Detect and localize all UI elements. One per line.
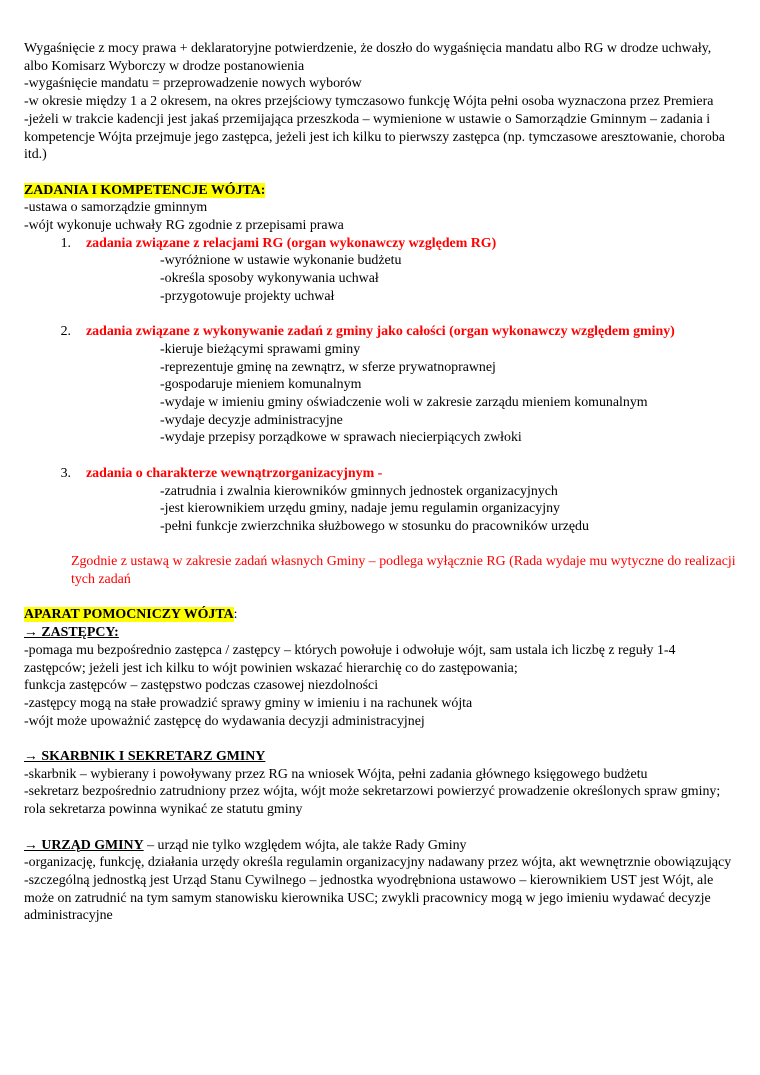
deputies-title: → ZASTĘPCY:	[24, 625, 119, 641]
deputies-line: -pomaga mu bezpośrednio zastępca / zastępcy – których powołuje i odwołuje wójt, sam ustala ich liczbę z reguły 1-4 zastępców; jeżeli jest ich kilku to wójt powinien wskazać hierarchię co do zastępowania;	[24, 642, 676, 676]
apparatus-heading-suffix: :	[233, 607, 238, 623]
spacer	[24, 306, 736, 324]
tasks-line: -ustawa o samorządzie gminnym	[24, 200, 208, 216]
task-item-2	[24, 323, 736, 341]
treasurer-title-line	[24, 748, 736, 766]
office-title-line	[24, 837, 736, 855]
intro-paragraph: Wygaśnięcie z mocy prawa + deklaratoryjne potwierdzenie, że doszło do wygaśnięcia mandatu albo RG w drodze uchwały, albo Komisarz Wyborczy w drodze postanowienia	[24, 41, 712, 74]
tasks-note: Zgodnie z ustawą w zakresie zadań własnych Gminy – podlega wyłącznie RG (Rada wydaje mu wytyczne do realizacji tych zadań	[71, 554, 736, 588]
treasurer-title: → SKARBNIK I SEKRETARZ GMINY	[24, 749, 266, 765]
task-item-number: 1.	[60, 235, 71, 251]
tasks-heading-line	[24, 182, 736, 200]
task-point: -wydaje decyzje administracyjne	[160, 412, 343, 428]
spacer	[24, 589, 736, 607]
spacer	[24, 164, 736, 182]
deputies-title-line	[24, 624, 736, 642]
deputies-line: funkcja zastępców – zastępstwo podczas czasowej niezdolności	[24, 678, 379, 694]
task-point: -wyróżnione w ustawie wykonanie budżetu	[160, 253, 402, 269]
office-title-suffix: – urząd nie tylko względem wójta, ale także Rady Gminy	[143, 837, 467, 853]
apparatus-heading-line	[24, 606, 736, 624]
task-point: -przygotowuje projekty uchwał	[160, 288, 335, 304]
task-item-title: zadania o charakterze wewnątrzorganizacyjnym	[86, 465, 375, 481]
spacer	[24, 819, 736, 837]
office-line: -organizację, funkcję, działania urzędy określa regulamin organizacyjny nadawany przez wójta, akt wewnętrznie obowiązujący	[24, 855, 732, 871]
office-title: → URZĄD GMINY	[24, 837, 144, 853]
task-item-3	[24, 465, 736, 483]
spacer	[24, 730, 736, 748]
task-item-number: 2.	[60, 324, 71, 340]
treasurer-line: -skarbnik – wybierany i powoływany przez RG na wniosek Wójta, pełni zadania głównego księgowego budżetu	[24, 766, 648, 782]
task-point: -jest kierownikiem urzędu gminy, nadaje jemu regulamin organizacyjny	[160, 501, 560, 517]
task-point: -gospodaruje mieniem komunalnym	[160, 377, 362, 393]
tasks-heading: ZADANIA I KOMPETENCJE WÓJTA:	[24, 182, 266, 198]
task-point: -wydaje przepisy porządkowe w sprawach niecierpiących zwłoki	[160, 430, 522, 446]
treasurer-line: -sekretarz bezpośrednio zatrudniony przez wójta, wójt może sekretarzowi powierzyć prowadzenie określonych spraw gminy; rola sekretarza powinna wynikać ze statutu gminy	[24, 784, 721, 818]
task-item-title: zadania związane z wykonywanie zadań z gminy jako całości (organ wykonawczy względem gminy)	[86, 324, 675, 340]
intro-line: -wygaśnięcie mandatu = przeprowadzenie nowych wyborów	[24, 76, 362, 92]
deputies-line: -zastępcy mogą na stałe prowadzić sprawy gminy w imieniu i na rachunek wójta	[24, 695, 473, 711]
task-item-title: zadania związane z relacjami RG (organ wykonawczy względem RG)	[86, 235, 497, 251]
deputies-line: -wójt może upoważnić zastępcę do wydawania decyzji administracyjnej	[24, 713, 425, 729]
office-line: -szczególną jednostką jest Urząd Stanu Cywilnego – jednostka wyodrębniona ustawowo – kierownikiem UST jest Wójt, ale może on zatrudnić na tym samym stanowisku kierownika USC; zwykli pracownicy mogą w jego imieniu wydawać decyzje administracyjne	[24, 872, 714, 924]
task-point: -kieruje bieżącymi sprawami gminy	[160, 341, 361, 357]
task-item-1	[24, 235, 736, 253]
tasks-line: -wójt wykonuje uchwały RG zgodnie z przepisami prawa	[24, 218, 344, 234]
task-point: -zatrudnia i zwalnia kierowników gminnych jednostek organizacyjnych	[160, 483, 558, 499]
task-item-number: 3.	[60, 465, 71, 481]
intro-line: -jeżeli w trakcie kadencji jest jakaś przemijająca przeszkoda – wymienione w ustawie o Samorządzie Gminnym – zadania i kompetencje Wójta przejmuje jego zastępca, jeżeli jest ich kilku to pierwszy zastępca (np. tymczasowe aresztowanie, choroba itd.)	[24, 111, 725, 163]
spacer	[24, 536, 736, 554]
spacer	[24, 447, 736, 465]
intro-line: -w okresie między 1 a 2 okresem, na okres przejściowy tymczasowo funkcję Wójta pełni osoba wyznaczona przez Premiera	[24, 94, 714, 110]
document-content	[24, 40, 736, 925]
task-point: -reprezentuje gminę na zewnątrz, w sferze prywatnoprawnej	[160, 359, 496, 375]
apparatus-heading: APARAT POMOCNICZY WÓJTA	[24, 607, 234, 623]
task-point: -pełni funkcje zwierzchnika służbowego w stosunku do pracowników urzędu	[160, 518, 589, 534]
task-point: -określa sposoby wykonywania uchwał	[160, 271, 379, 287]
task-item-suffix: -	[374, 465, 383, 481]
task-point: -wydaje w imieniu gminy oświadczenie woli w zakresie zarządu mieniem komunalnym	[160, 395, 648, 411]
